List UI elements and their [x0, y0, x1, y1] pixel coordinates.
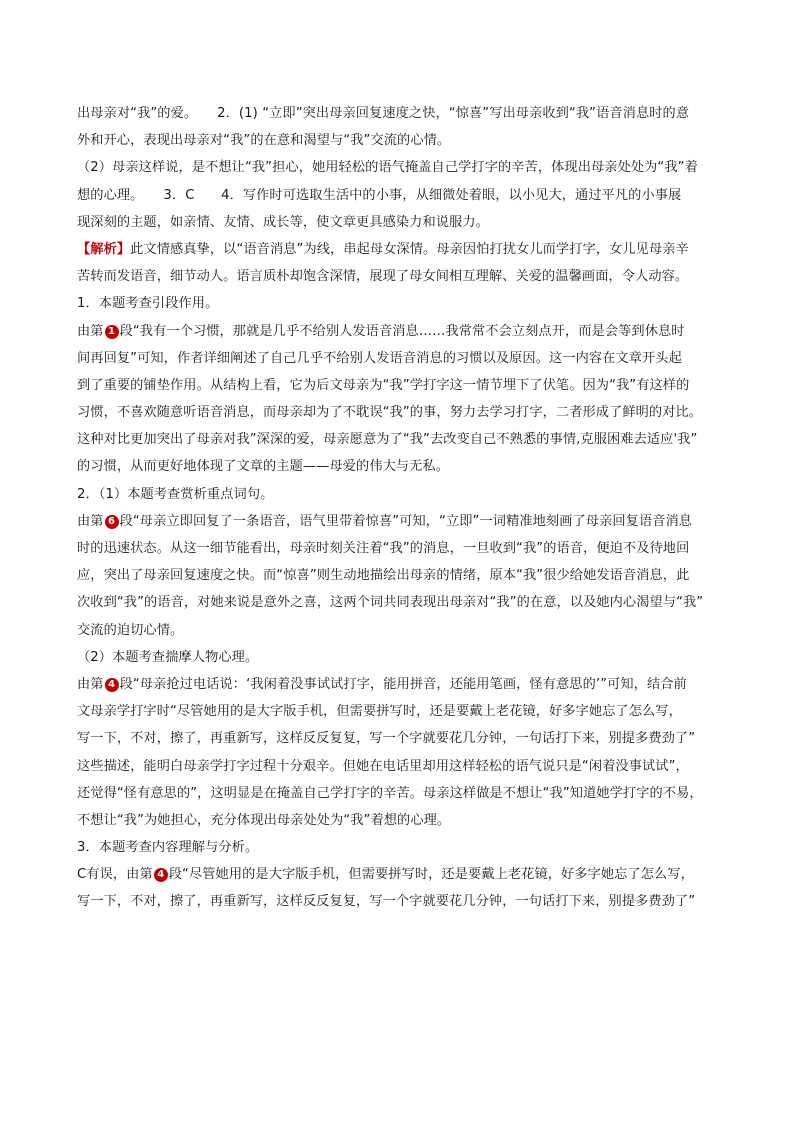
q3-line-2: 写一下，不对，擦了，再重新写，这样反反复复，写一个字就要花几分钟，一句话打下来，别提多费劲了”: [77, 894, 696, 910]
q1-line-1: 由第 1 段“我有一个习惯，那就是几乎不给别人发语音消息……我常常不会立刻点开，而是会等到休息时: [77, 323, 685, 339]
q1-heading: 1．本题考查引段作用。: [77, 296, 219, 312]
analysis-line-1: 【解析】此文情感真挚，以“语音消息”为线，串起母女深情。母亲因怕打扰女儿而学打字，女儿见母亲辛: [77, 241, 689, 257]
paragraph-number-badge: 4: [105, 678, 119, 692]
q2-2-line-6: 不想让“我”为她担心，充分体现出母亲处处为“我”着想的心理。: [77, 812, 451, 828]
q1-line-2: 间再回复”可知，作者详细阐述了自己几乎不给别人发语音消息的习惯以及原因。这一内容在文章开头起: [77, 350, 682, 366]
q2-1-line-1: 由第 6 段“母亲立即回复了一条语音，语气里带着惊喜”可知，“立即”一词精准地刻画了母亲回复语音消息: [77, 513, 693, 529]
analysis-line-2: 苦转而发语音，细节动人。语言质朴却饱含深情，展现了母女间相互理解、关爱的温馨画面，令人动容。: [77, 269, 689, 285]
q1-line-3: 到了重要的铺垫作用。从结构上看，它为后文母亲为“我”学打字这一情节埋下了伏笔。因为“我”有这样的: [77, 377, 690, 393]
q3-line-1: C有误，由第 4 段“尽管她用的是大字版手机，但需要拼写时，还是要戴上老花镜，好多字她忘了怎么写，: [77, 867, 694, 883]
q2-2-line-2: 文母亲学打字时“尽管她用的是大字版手机，但需要拼写时，还是要戴上老花镜，好多字她忘了怎么写，: [77, 704, 682, 720]
q2-1-line-2: 时的迅速状态。从这一细节能看出，母亲时刻关注着“我”的消息，一旦收到“我”的语音，便迫不及待地回: [77, 541, 690, 556]
answer-line-2: 外和开心，表现出母亲对“我”的在意和渴望与“我”交流的心情。: [77, 133, 451, 149]
analysis-label: 【解析】: [77, 241, 131, 257]
q2-1-heading: 2．（1）本题考查赏析重点词句。: [77, 486, 274, 502]
paragraph-number-badge: 4: [154, 868, 168, 882]
q2-2-line-5: 还觉得“怪有意思的”，这明显是在掩盖自己学打字的辛苦。母亲这样做是不想让“我”知道她学打字的不易，: [77, 785, 703, 801]
q2-1-line-3: 应，突出了母亲回复速度之快。而“惊喜”则生动地描绘出母亲的情绪，原本“我”很少给她发语音消息，此: [77, 568, 690, 584]
q1-line-6: 的习惯，从而更好地体现了文章的主题——母爱的伟大与无私。: [77, 459, 450, 475]
answer-line-3: （2）母亲这样说，是不想让“我”担心，她用轻松的语气掩盖自己学打字的辛苦，体现出母亲处处为“我”着: [77, 160, 698, 176]
paragraph-number-badge: 1: [105, 325, 119, 339]
q1-line-4: 习惯，不喜欢随意听语音消息，而母亲却为了不耽误“我”的事，努力去学习打字，二者形成了鲜明的对比。: [77, 405, 703, 421]
paragraph-number-badge: 6: [105, 515, 119, 529]
q2-2-heading: （2）本题考查揣摩人物心理。: [77, 649, 259, 665]
answer-line-1: 出母亲对“我”的爱。 2．(1) “立即”突出母亲回复速度之快，“惊喜”写出母亲收到“我”语音消息时的意: [77, 106, 690, 121]
q2-1-line-4: 次收到“我”的语音，对她来说是意外之喜，这两个词共同表现出母亲对“我”的在意，以及她内心渴望与“我”: [77, 595, 704, 611]
q2-2-line-3: 写一下，不对，擦了，再重新写，这样反反复复，写一个字就要花几分钟，一句话打下来，别提多费劲了”: [77, 731, 696, 747]
answer-line-4: 想的心理。 3．C 4．写作时可选取生活中的小事，从细微处着眼，以小见大，通过平凡的小事展: [77, 187, 682, 203]
q2-1-line-5: 交流的迫切心情。: [77, 622, 184, 638]
document-body: [77, 100, 725, 916]
q2-2-line-1: 由第 4 段“母亲抢过电话说：‘我闲着没事试试打字，能用拼音，还能用笔画，怪有意思的’”可知，结合前: [77, 676, 687, 692]
answer-line-5: 现深刻的主题，如亲情、友情、成长等，使文章更具感染力和说服力。: [77, 214, 489, 230]
q1-line-5: 这种对比更加突出了母亲对我”深深的爱，母亲愿意为了“我”去改变自己不熟悉的事情,克服困难去适应'我”: [77, 432, 698, 448]
q3-heading: 3．本题考查内容理解与分析。: [77, 840, 259, 856]
q2-2-line-4: 这些描述，能明白母亲学打字过程十分艰辛。但她在电话里却用这样轻松的语气说只是“闲着没事试试”，: [77, 758, 689, 774]
